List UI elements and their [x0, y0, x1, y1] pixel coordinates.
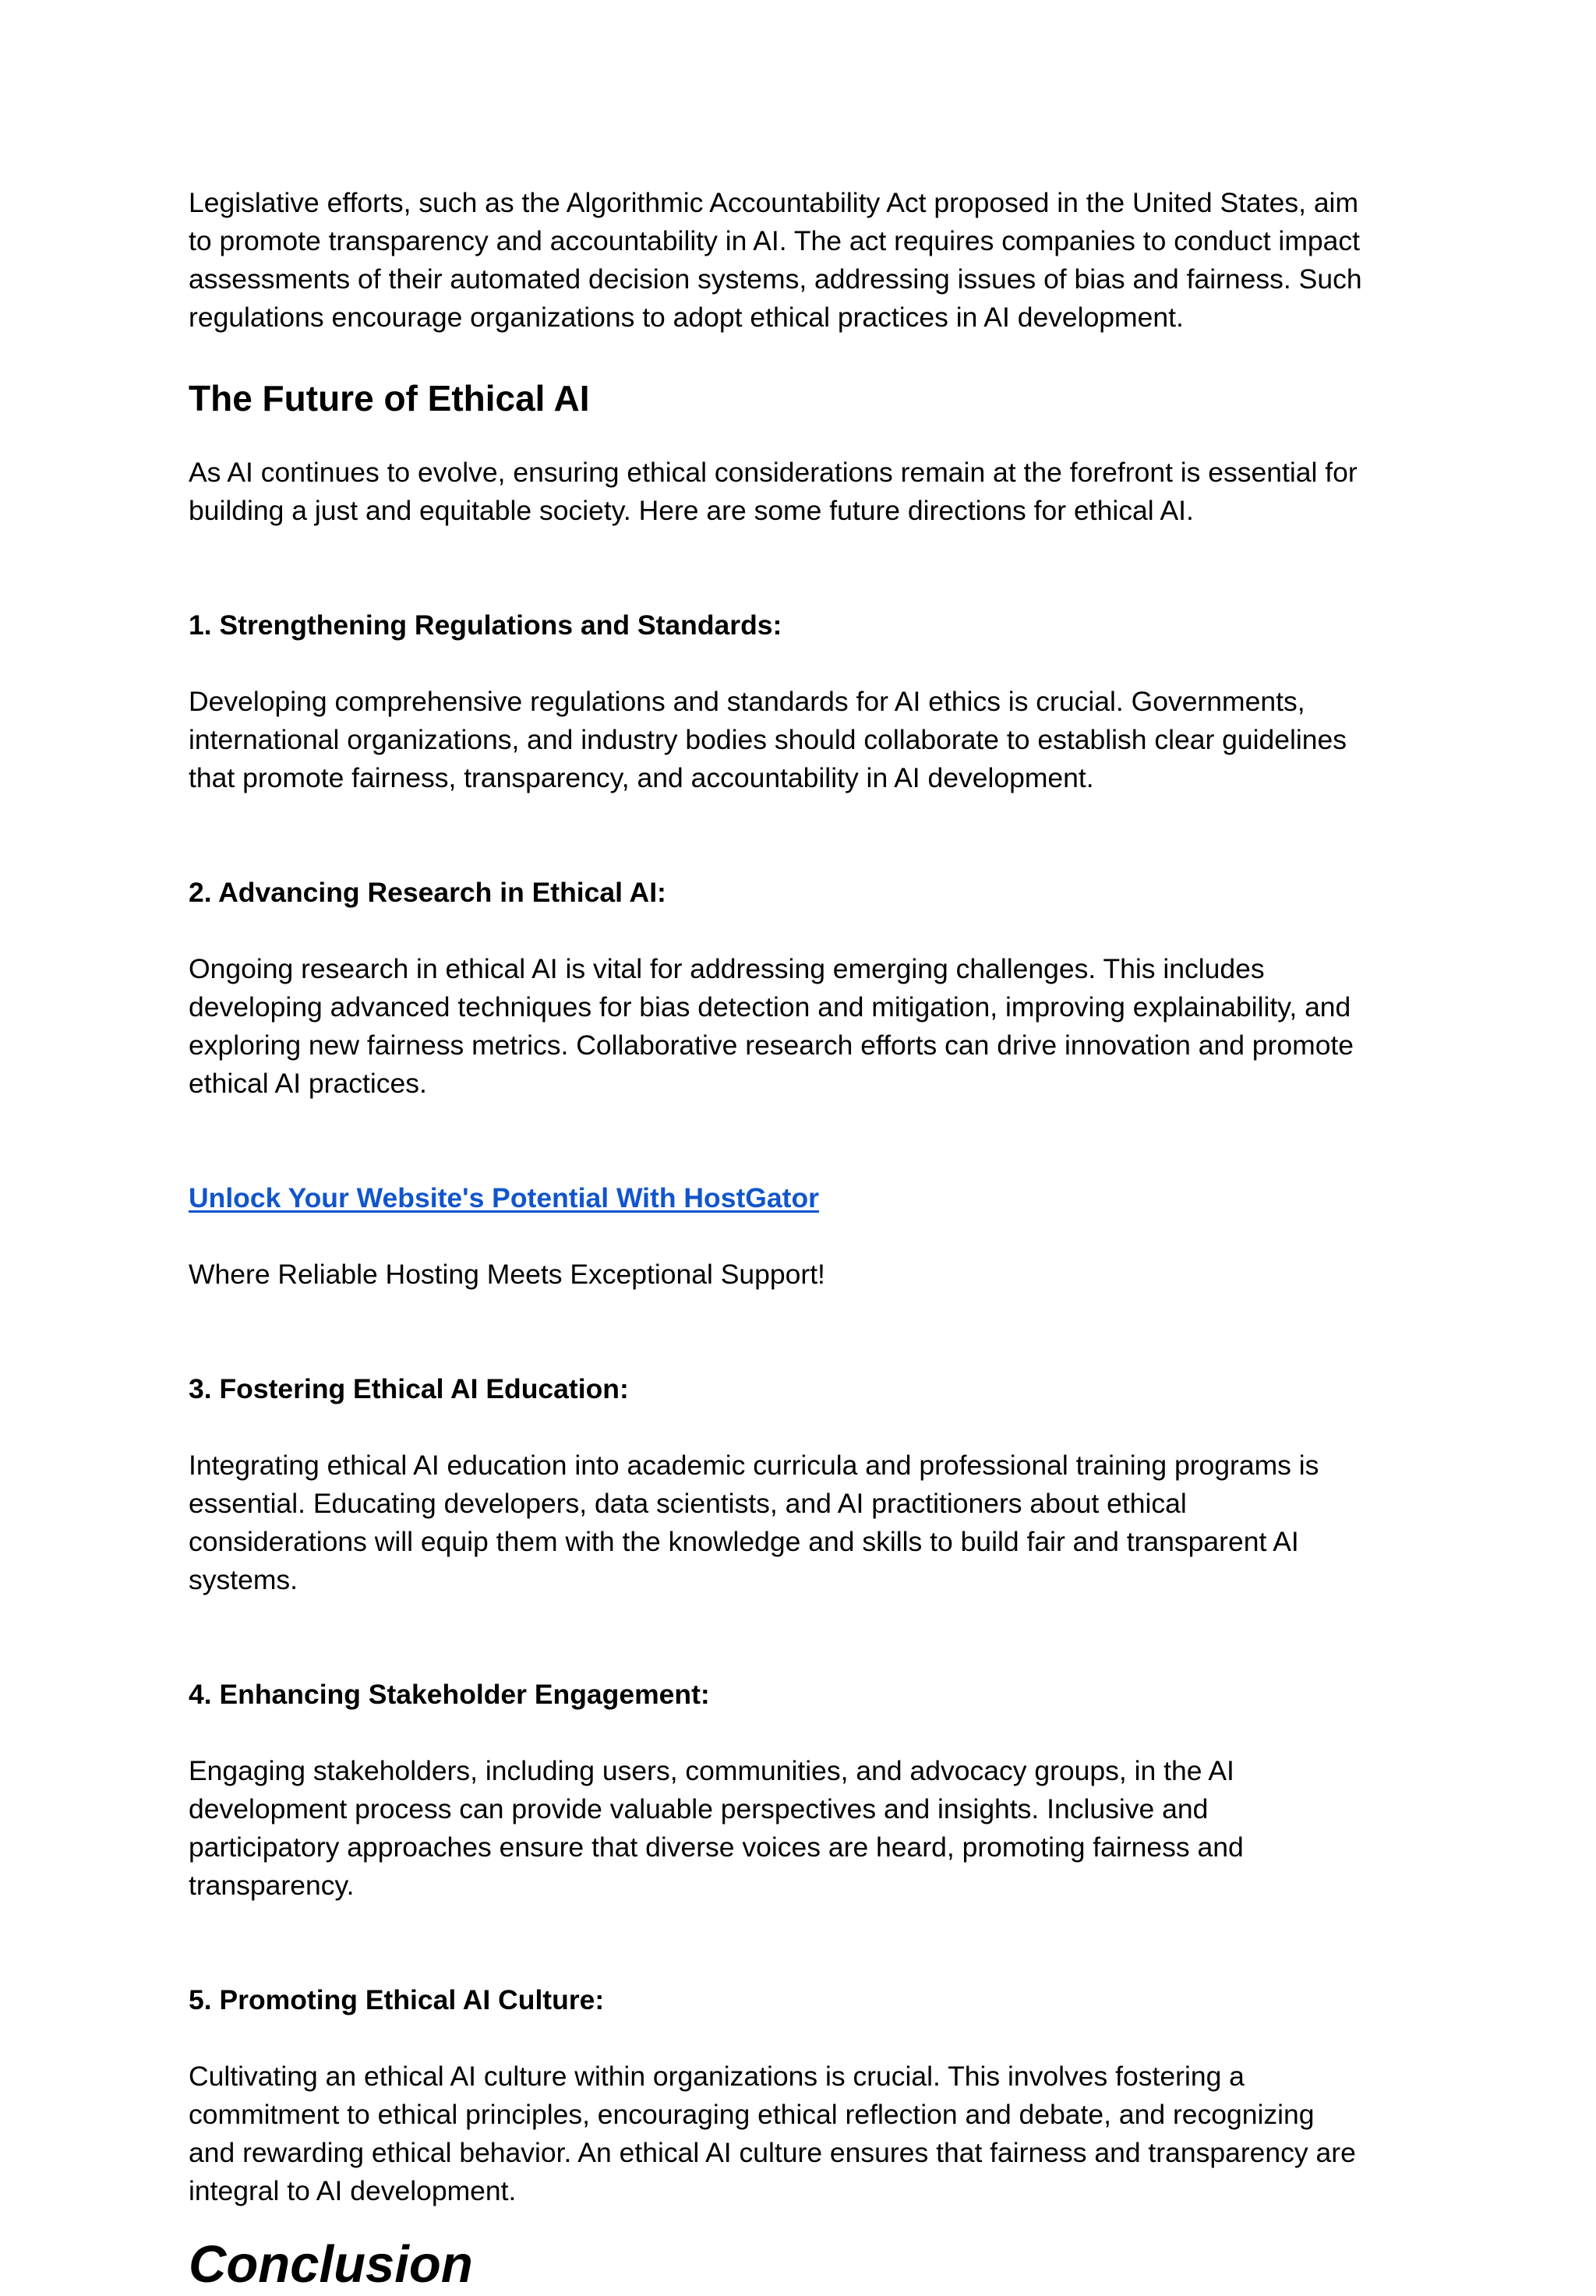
section-heading-future: The Future of Ethical AI: [189, 378, 590, 419]
document-page: [189, 184, 1428, 2296]
list-item-title: 4. Enhancing Stakeholder Engagement:: [189, 1679, 710, 1710]
list-item: [189, 568, 1428, 797]
future-intro-paragraph: As AI continues to evolve, ensuring ethical considerations remain at the forefront is essential for building a just and equitable society. Here are some future directions for ethical AI.: [189, 457, 1358, 526]
list-item: [189, 835, 1428, 1103]
list-item-title: 5. Promoting Ethical AI Culture:: [189, 1984, 605, 2015]
conclusion-heading: Conclusion: [189, 2235, 473, 2294]
list-item-title: 1. Strengthening Regulations and Standards:: [189, 609, 782, 641]
list-item: [189, 1332, 1428, 1599]
list-item-title: 3. Fostering Ethical AI Education:: [189, 1373, 629, 1404]
list-item-title: 2. Advancing Research in Ethical AI:: [189, 877, 666, 908]
list-item-body: Cultivating an ethical AI culture within organizations is crucial. This involves fostering a commitment to ethical principles, encouraging ethical reflection and debate, and recognizing and rewarding ethical behavior. An ethical AI culture ensures that fairness and transparency are integral to AI development.: [189, 2061, 1356, 2206]
list-item-body: Integrating ethical AI education into academic curricula and professional training programs is essential. Educating developers, data scientists, and AI practitioners about ethical considerations will equip them with the knowledge and skills to build fair and transparent AI systems.: [189, 1450, 1319, 1595]
list-item: [189, 1637, 1428, 1905]
ad-block: [189, 1141, 1428, 1294]
intro-paragraph: Legislative efforts, such as the Algorithmic Accountability Act proposed in the United States, aim to promote transparency and accountability in AI. The act requires companies to conduct impact assessments of their automated decision systems, addressing issues of bias and fairness. Such regulations encourage organizations to adopt ethical practices in AI development.: [189, 187, 1362, 333]
hostgator-link[interactable]: Unlock Your Website's Potential With HostGator: [189, 1182, 819, 1213]
list-item-body: Developing comprehensive regulations and standards for AI ethics is crucial. Governments, international organizations, and industry bodies should collaborate to establish clear guidelines that promote fairness, transparency, and accountability in AI development.: [189, 686, 1347, 793]
list-item-body: Engaging stakeholders, including users, communities, and advocacy groups, in the AI development process can provide valuable perspectives and insights. Inclusive and participatory approaches ensure that diverse voices are heard, promoting fairness and transparency.: [189, 1755, 1244, 1901]
list-item-body: Ongoing research in ethical AI is vital for addressing emerging challenges. This includes developing advanced techniques for bias detection and mitigation, improving explainability, and exploring new fairness metrics. Collaborative research efforts can drive innovation and promote ethical AI practices.: [189, 953, 1354, 1099]
list-item: [189, 1943, 1428, 2210]
ad-tagline: Where Reliable Hosting Meets Exceptional Support!: [189, 1259, 825, 1290]
